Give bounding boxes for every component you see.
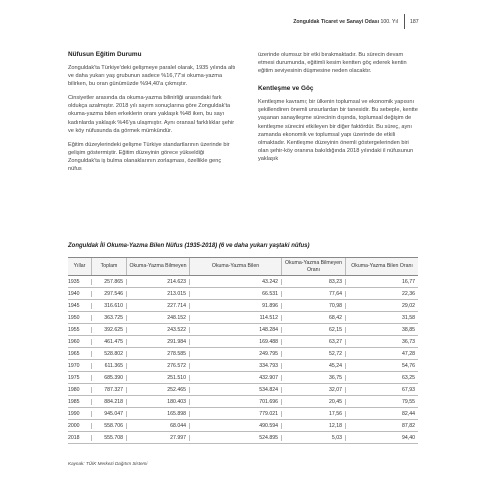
table-cell: 611.365 (92, 363, 127, 369)
table-cell: 91.896 (190, 303, 282, 309)
table-cell: 363.725 (92, 315, 127, 321)
table-cell: 490.594 (190, 423, 282, 429)
section-heading-urbanization: Kentleşme ve Göç (258, 85, 314, 93)
table-cell: 20,45 (282, 399, 346, 405)
table-cell: 227.714 (127, 303, 190, 309)
table-cell: 70,98 (282, 303, 346, 309)
column-header: Okuma-Yazma Bilen Oranı (351, 263, 413, 270)
table-cell: 36,73 (402, 338, 415, 345)
table-cell: 27.997 (127, 435, 190, 441)
table-cell: 45,24 (282, 363, 346, 369)
table-row (68, 408, 418, 420)
table-cell: 555.708 (92, 435, 127, 441)
table-cell: 1965 (68, 351, 92, 357)
table-cell: 148.284 (190, 327, 282, 333)
table-row (68, 384, 418, 396)
table-cell: 334.793 (190, 363, 282, 369)
table-cell: 31,58 (402, 314, 415, 321)
column-header: Okuma-Yazma Bilmeyen Oranı (282, 258, 346, 275)
table-cell: 1940 (68, 291, 92, 297)
table-cell: 1975 (68, 375, 92, 381)
table-cell: 68.044 (127, 423, 190, 429)
table-cell: 47,28 (402, 350, 415, 357)
table-cell: 63,27 (282, 339, 346, 345)
table-cell: 392.625 (92, 327, 127, 333)
table-header (68, 257, 418, 276)
table-cell: 17,56 (282, 411, 346, 417)
table-row (68, 288, 418, 300)
table-cell: 52,72 (282, 351, 346, 357)
column-header: Okuma-Yazma Bilen (190, 258, 282, 275)
table-cell: 214.623 (127, 279, 190, 285)
table-row (68, 420, 418, 432)
table-cell: 1980 (68, 387, 92, 393)
table-row (68, 372, 418, 384)
column-header: Okuma-Yazma Bilmeyen (127, 258, 190, 275)
table-cell: 945.047 (92, 411, 127, 417)
table-cell: 54,76 (402, 362, 415, 369)
table-row (68, 432, 418, 444)
table-cell: 257.865 (92, 279, 127, 285)
paragraph: üzerinde olumsuz bir etki bırakmaktadır. Bu sürecin devam etmesi durumunda, eğitimli kesim kentten göç ederek kentin eğitim seviyesinin düşmesine neden olacaktır. (258, 52, 407, 75)
table-cell: 94,40 (402, 434, 415, 441)
table-cell: 165.898 (127, 411, 190, 417)
left-column (68, 51, 236, 179)
table-cell: 5,03 (282, 435, 346, 441)
table-cell: 1985 (68, 399, 92, 405)
table-cell: 169.488 (190, 339, 282, 345)
table-cell: 79,55 (402, 398, 415, 405)
table-cell: 66.531 (190, 291, 282, 297)
table-cell: 249.795 (190, 351, 282, 357)
table-cell: 22,36 (402, 290, 415, 297)
literacy-table (68, 257, 418, 444)
table-cell: 67,93 (402, 386, 415, 393)
table-cell: 87,82 (402, 422, 415, 429)
table-cell: 62,15 (282, 327, 346, 333)
paragraph: Eğitim düzeylerindeki gelişme Türkiye standartlarının üzerinde bir gelişim göstermiştir. Eğitim düzeyinin görece yükseldiği Zonguldak'ta iş bulma olanaklarının zorlaşması, özellikle genç nüfus (68, 141, 230, 173)
paragraph: Cinsiyetler arasında da okuma-yazma bilinirliği arasındaki fark oldukça azalmıştır. 2018 yılı sayım sonuçlarına göre Zonguldak'ta okuma-yazma bilen erkeklerin oranı yaklaşık %48 iken, bu sayı kadınlarda yaklaşık %46'ya ulaşmıştır. Aynı oransal farklılıklar şehir ve köy nüfusunda da görmek mümkündür. (68, 95, 235, 134)
table-cell: 701.696 (190, 399, 282, 405)
table-cell: 12,18 (282, 423, 346, 429)
table-cell: 68,42 (282, 315, 346, 321)
table-cell: 685.390 (92, 375, 127, 381)
table-cell: 1935 (68, 279, 92, 285)
header-divider (404, 14, 405, 29)
table-cell: 251.510 (127, 375, 190, 381)
paragraph: Zonguldak'ta Türkiye'deki gelişmeye paralel olarak, 1935 yılında altı ve daha yukarı yaş grubunun sadece %16,77'si okuma-yazma bilirken, bu oran günümüzde %94,40'a çıkmıştır. (68, 65, 236, 88)
table-cell: 38,85 (402, 326, 415, 333)
table-cell: 534.824 (190, 387, 282, 393)
table-row (68, 324, 418, 336)
table-cell: 16,77 (402, 278, 415, 285)
table-row (68, 276, 418, 288)
table-cell: 252.465 (127, 387, 190, 393)
table-row (68, 300, 418, 312)
table-cell: 83,23 (282, 279, 346, 285)
table-cell: 114.512 (190, 315, 282, 321)
table-cell: 29,02 (402, 302, 415, 309)
page-header (0, 19, 480, 31)
table-cell: 2000 (68, 423, 92, 429)
table-cell: 1950 (68, 315, 92, 321)
table-cell: 291.984 (127, 339, 190, 345)
table-cell: 1955 (68, 327, 92, 333)
table-cell: 213.015 (127, 291, 190, 297)
page-number: 187 (410, 19, 419, 25)
section-heading-education: Nüfusun Eğitim Durumu (68, 51, 142, 58)
table-title: Zonguldak İli Okuma-Yazma Bilen Nüfus (1935-2018) (6 ve daha yukarı yaştaki nüfus) (68, 243, 310, 249)
table-body (68, 276, 418, 444)
table-row (68, 348, 418, 360)
table-cell: 243.522 (127, 327, 190, 333)
table-cell: 32,07 (282, 387, 346, 393)
table-cell: 779.021 (190, 411, 282, 417)
table-cell: 278.585 (127, 351, 190, 357)
table-cell: 524.895 (190, 435, 282, 441)
table-cell: 82,44 (402, 410, 415, 417)
table-cell: 461.475 (92, 339, 127, 345)
table-cell: 63,25 (402, 374, 415, 381)
table-cell: 558.706 (92, 423, 127, 429)
right-column (258, 51, 418, 169)
table-cell: 1960 (68, 339, 92, 345)
table-cell: 77,64 (282, 291, 346, 297)
table-row (68, 336, 418, 348)
table-cell: 297.546 (92, 291, 127, 297)
table-cell: 316.610 (92, 303, 127, 309)
table-cell: 36,75 (282, 375, 346, 381)
table-row (68, 396, 418, 408)
table-cell: 43.242 (190, 279, 282, 285)
table-row (68, 360, 418, 372)
table-cell: 1945 (68, 303, 92, 309)
running-title: Zonguldak Ticaret ve Sanayi Odası 100. Yıl (293, 19, 398, 25)
table-cell: 276.572 (127, 363, 190, 369)
table-source: Kaynak: TÜİK Merkezi Dağıtım Sistemi (68, 461, 148, 466)
table-cell: 528.802 (92, 351, 127, 357)
table-cell: 2018 (68, 435, 92, 441)
table-cell: 432.907 (190, 375, 282, 381)
table-cell: 248.152 (127, 315, 190, 321)
paragraph: Kentleşme kavramı; bir ülkenin toplumsal ve ekonomik yapısını şekillendiren önemli unsurlardan bir tanesidir. Bu sebeple, kentte yaşanan sanayileşme sürecinin dışında, toplumsal değişim de kentleşme sürecini etkileyen bir diğer faktördür. Bu süreç, aynı zamanda ekonomik ve toplumsal yapı üzerinde de etkili olmaktadır. Kentleşme düzeyinin önemli göstergelerinden biri olan şehir-köy oranına bakıldığında 2018 yılındaki il nüfusunun yaklaşık (258, 99, 418, 162)
column-header: Toplam (92, 258, 127, 275)
table-cell: 1970 (68, 363, 92, 369)
table-cell: 1990 (68, 411, 92, 417)
table-cell: 787.327 (92, 387, 127, 393)
table-cell: 180.403 (127, 399, 190, 405)
table-row (68, 312, 418, 324)
column-header: Yıllar (68, 258, 92, 275)
table-cell: 884.218 (92, 399, 127, 405)
